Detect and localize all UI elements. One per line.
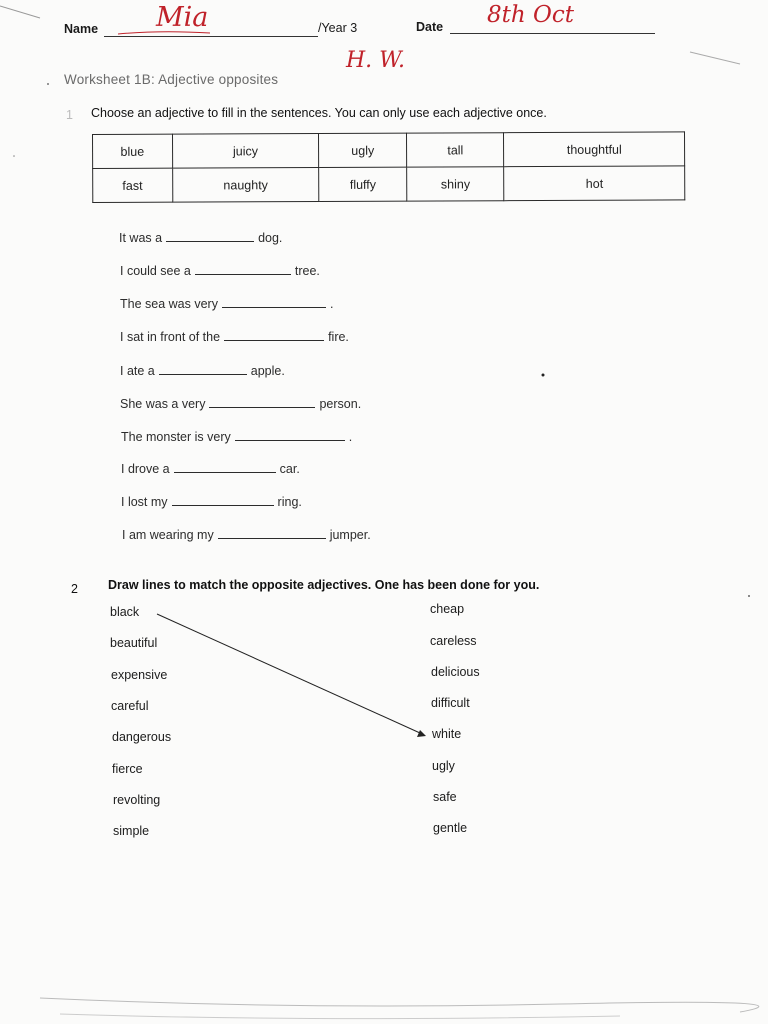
question2-instruction: Draw lines to match the opposite adjectives. One has been done for you. <box>108 578 540 592</box>
adjective-cell: fluffy <box>319 167 407 201</box>
sentence-text-before: I ate a <box>120 364 155 378</box>
left-word[interactable]: simple <box>113 824 150 838</box>
right-word[interactable]: delicious <box>431 665 480 679</box>
adjective-cell: juicy <box>172 134 319 169</box>
sentence-text-before: She was a very <box>120 397 206 411</box>
sentence-text-before: I drove a <box>121 462 170 476</box>
date-handwritten[interactable]: 8th Oct <box>487 2 574 28</box>
sentence-text-after: apple. <box>250 364 285 378</box>
adjective-cell: shiny <box>407 167 505 201</box>
scan-mark <box>40 998 759 1012</box>
sentence-text-before: It was a <box>119 231 163 245</box>
year-label: /Year 3 <box>318 21 358 35</box>
name-handwritten[interactable]: Mia <box>156 2 209 33</box>
question2-number: 2 <box>71 582 78 596</box>
adjective-cell: tall <box>407 133 505 167</box>
homework-note: H. W. <box>346 48 405 73</box>
right-word[interactable]: ugly <box>432 759 455 773</box>
example-match-line <box>157 614 420 733</box>
date-label: Date <box>416 20 444 34</box>
right-word[interactable]: cheap <box>430 602 465 616</box>
worksheet-title: Worksheet 1B: Adjective opposites <box>64 72 279 87</box>
left-word[interactable]: fierce <box>112 762 143 776</box>
sentence-text-after: person. <box>319 397 362 411</box>
question1-number: 1 <box>66 108 73 122</box>
sentence-text-before: I lost my <box>121 495 168 509</box>
sentence-text-after: jumper. <box>329 528 371 542</box>
scan-dot <box>13 155 15 157</box>
adjective-cell: hot <box>504 166 685 201</box>
handwriting-underline <box>118 32 210 34</box>
arrow-head-icon <box>417 730 426 737</box>
sentence-text-before: The monster is very <box>121 430 231 444</box>
sentence-text-after: car. <box>279 462 300 476</box>
right-word[interactable]: gentle <box>433 821 468 835</box>
left-word[interactable]: expensive <box>111 668 168 682</box>
sentence-text-after: dog. <box>258 231 283 245</box>
left-word[interactable]: revolting <box>113 793 161 807</box>
scan-mark <box>690 52 740 64</box>
sentence-text-before: I sat in front of the <box>120 330 221 344</box>
left-word[interactable]: black <box>110 605 140 619</box>
left-word[interactable]: careful <box>111 699 149 713</box>
scan-dot <box>748 595 750 597</box>
sentence-text-after: tree. <box>294 264 320 278</box>
adjective-cell: ugly <box>319 133 407 167</box>
scan-mark <box>60 1014 620 1019</box>
name-label: Name <box>64 22 99 36</box>
sentence-text-after: . <box>329 297 334 311</box>
sentence-text-before: The sea was very <box>120 297 218 311</box>
right-word[interactable]: careless <box>430 634 477 648</box>
scan-dot <box>542 374 545 377</box>
sentence-text-after: ring. <box>277 495 302 509</box>
sentence-text-before: I am wearing my <box>122 528 214 542</box>
sentence-text-after: fire. <box>328 330 349 344</box>
adjective-cell: blue <box>93 134 173 168</box>
question1-instruction: Choose an adjective to fill in the sentences. You can only use each adjective once. <box>91 106 547 120</box>
right-word[interactable]: white <box>432 727 462 741</box>
sentence-text-before: I could see a <box>120 264 191 278</box>
adjective-cell: naughty <box>172 168 319 203</box>
sentence-text-after: . <box>348 430 353 444</box>
right-word[interactable]: difficult <box>431 696 470 710</box>
left-word[interactable]: dangerous <box>112 730 172 744</box>
right-word[interactable]: safe <box>433 790 457 804</box>
left-word[interactable]: beautiful <box>110 636 158 650</box>
adjective-cell: fast <box>93 168 173 202</box>
adjective-cell: thoughtful <box>504 132 685 167</box>
scan-mark <box>0 6 40 18</box>
scan-dot <box>47 83 49 85</box>
